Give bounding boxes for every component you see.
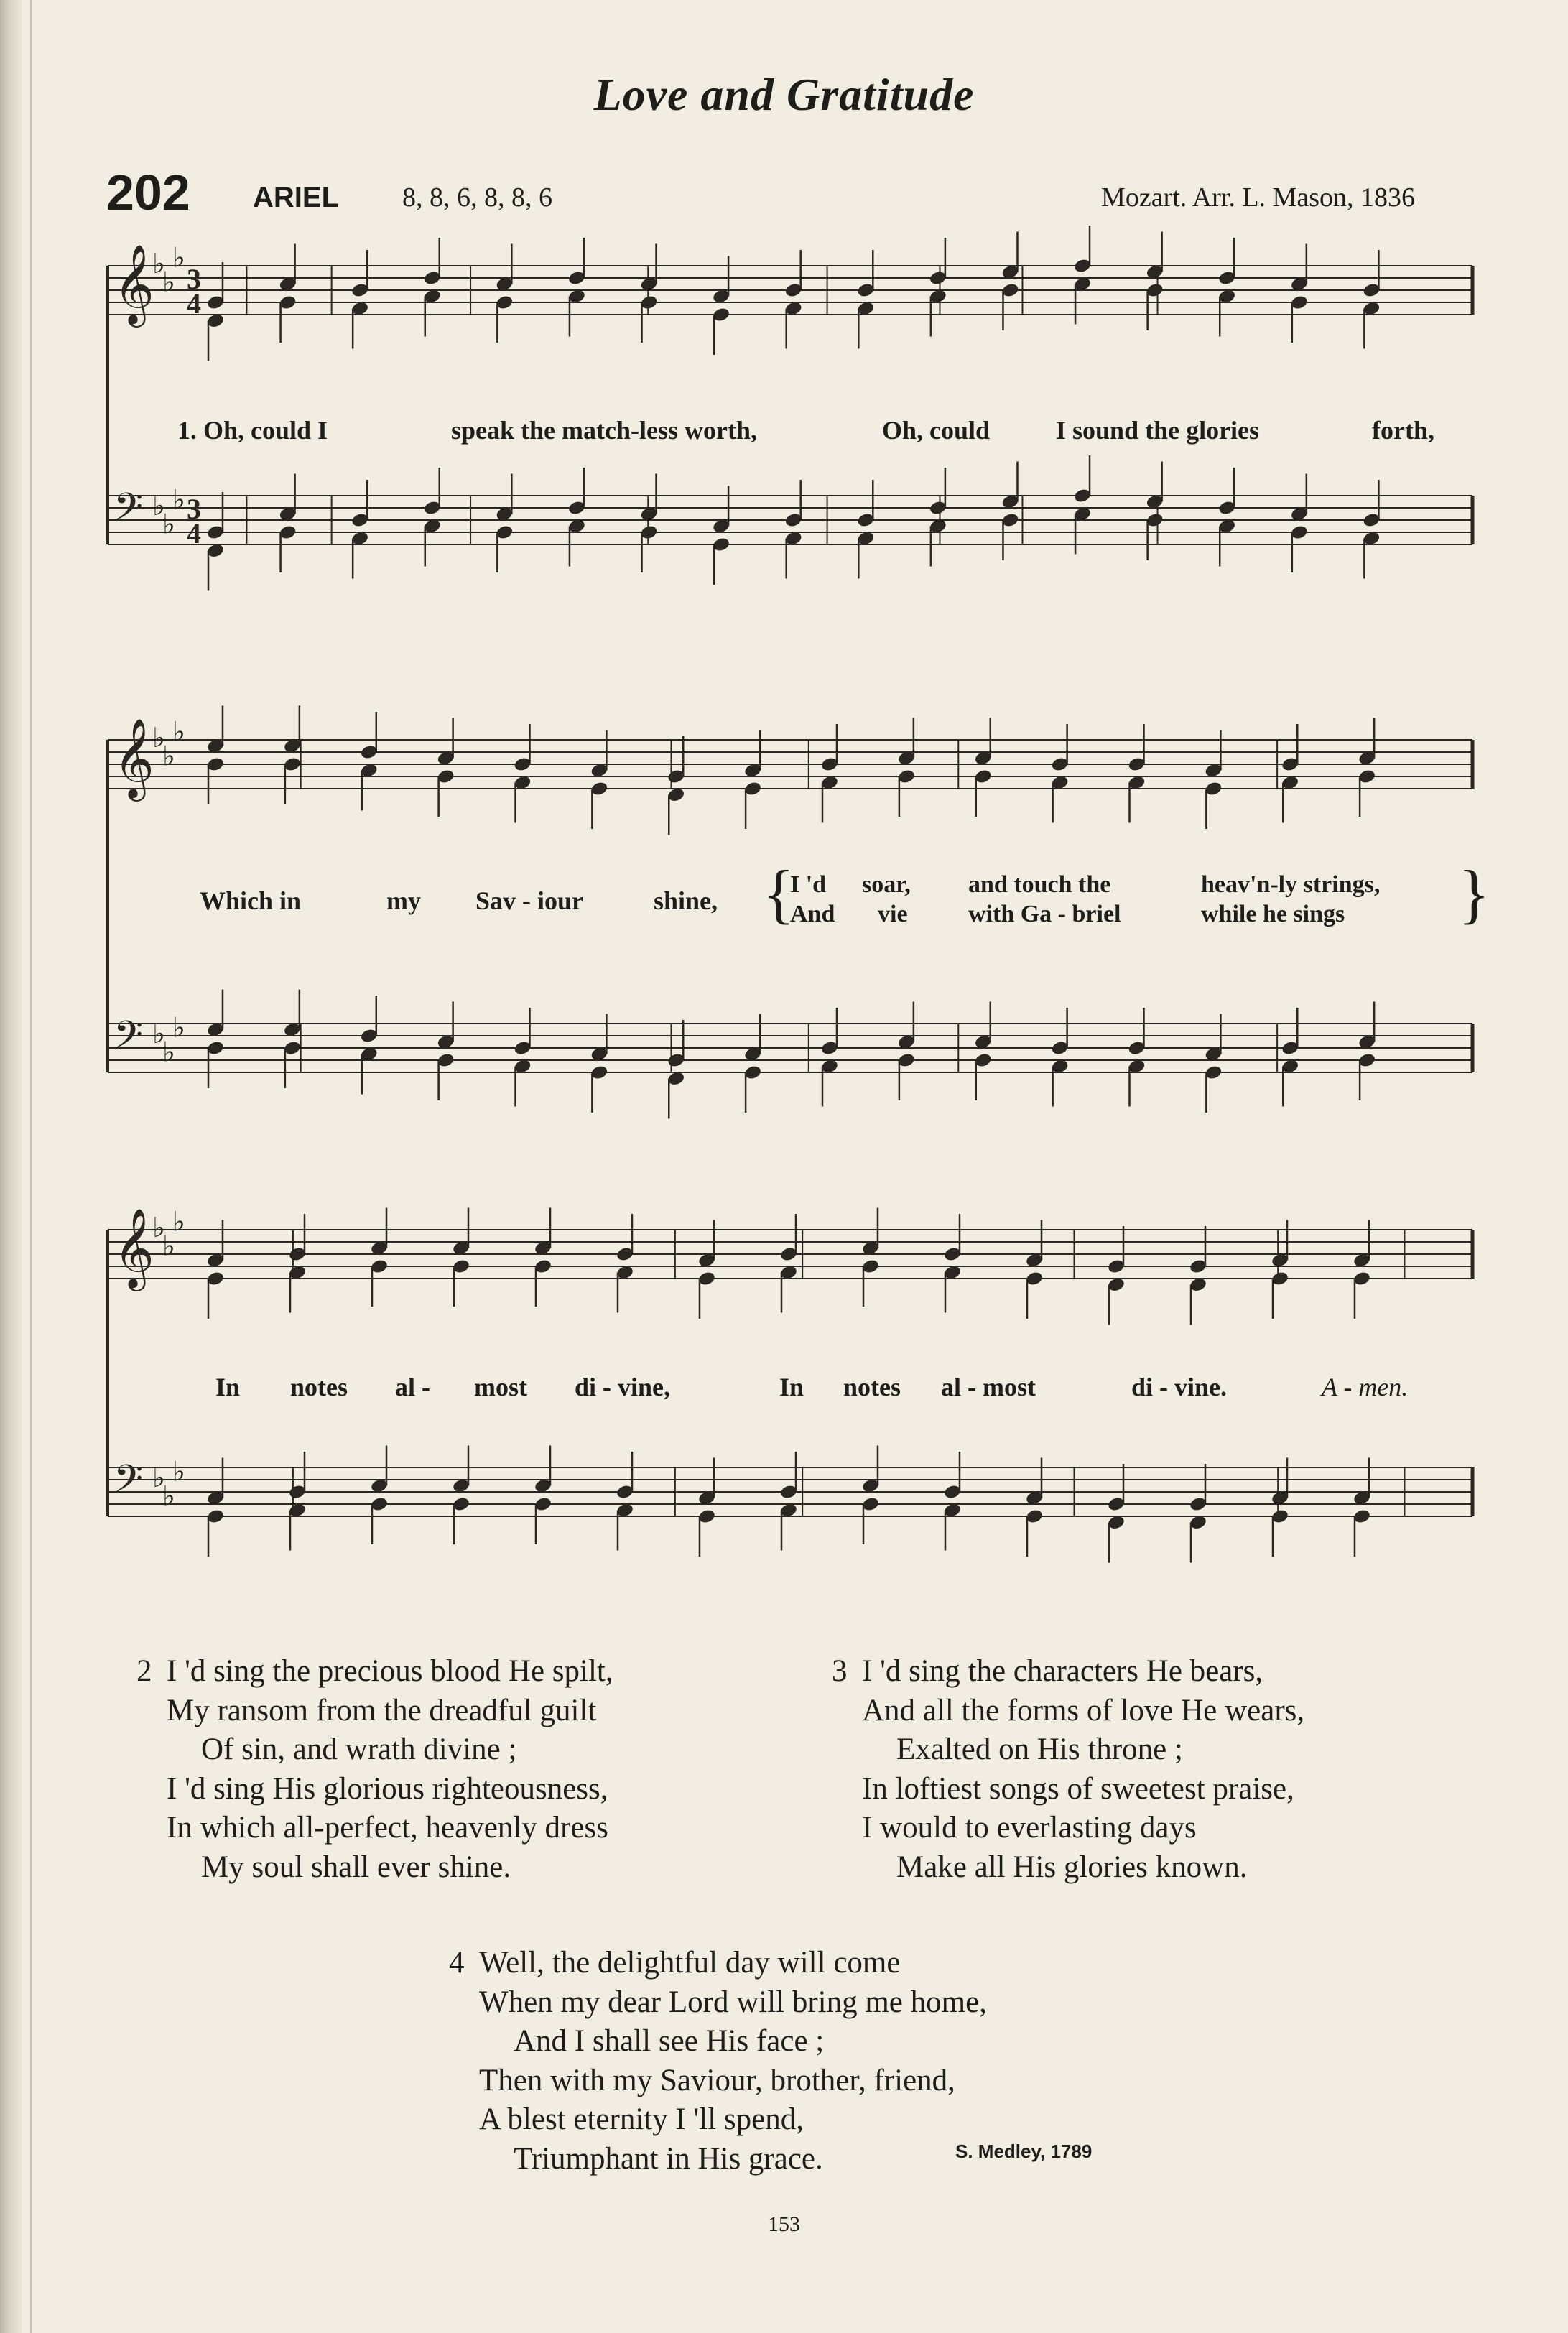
verse-4 <box>449 1944 987 2179</box>
flat-icon: ♭ <box>172 483 185 516</box>
lyric-s1-1: 1. Oh, could I <box>177 416 328 445</box>
lyric-s2-r1-3: and touch the <box>968 871 1111 898</box>
flat-icon: ♭ <box>162 740 175 772</box>
treble-clef-icon: 𝄞 <box>113 1207 154 1288</box>
verse-line: Then with my Saviour, brother, friend, <box>479 2063 955 2097</box>
tune-name: ARIEL <box>253 182 339 213</box>
lyric-s3-4: most <box>474 1373 527 1401</box>
time-signature: 4 <box>187 517 201 549</box>
lyric-s1-4: I sound the glories <box>1056 416 1260 445</box>
lyric-s2-r1-2: soar, <box>862 871 911 898</box>
verse-line: And I shall see His face ; <box>514 2024 825 2058</box>
composer-credit: Mozart. Arr. L. Mason, 1836 <box>1101 182 1415 213</box>
lyric-s2-r2-3: with Ga - briel <box>968 901 1121 927</box>
verse-3 <box>832 1652 1304 1887</box>
time-signature: 4 <box>187 287 201 320</box>
lyric-s2-3: Sav - iour <box>475 886 584 915</box>
bass-clef-icon: 𝄢 <box>113 486 144 539</box>
flat-icon: ♭ <box>152 1462 165 1493</box>
flat-icon: ♭ <box>152 490 165 521</box>
lyric-s3-7: notes <box>843 1373 901 1401</box>
verse-number: 2 <box>136 1654 152 1688</box>
lyric-s3-9: di - vine. <box>1131 1373 1228 1401</box>
lyric-s3-2: notes <box>290 1373 348 1401</box>
lyric-amen: A - men. <box>1322 1373 1409 1401</box>
lyric-s2-1: Which in <box>200 886 302 915</box>
flat-icon: ♭ <box>152 722 165 753</box>
verse-line: And all the forms of love He wears, <box>862 1693 1305 1727</box>
time-signature: 3 <box>187 493 201 525</box>
flat-icon: ♭ <box>162 508 175 540</box>
flat-icon: ♭ <box>162 1480 175 1512</box>
lyric-brace-left: { <box>763 857 795 930</box>
lyric-s3-6: In <box>779 1373 804 1401</box>
verse-number: 4 <box>449 1946 465 1980</box>
lyric-s3-5: di - vine, <box>575 1373 671 1401</box>
treble-clef-icon: 𝄞 <box>113 243 154 324</box>
verse-line: A blest eternity I 'll spend, <box>479 2102 804 2136</box>
lyric-s3-8: al - most <box>941 1373 1036 1401</box>
verse-line: In which all-perfect, heavenly dress <box>167 1811 608 1845</box>
hymn-author: S. Medley, 1789 <box>955 2140 1093 2162</box>
meter: 8, 8, 6, 8, 8, 6 <box>402 182 552 213</box>
verse-line: I would to everlasting days <box>862 1811 1197 1845</box>
lyric-s2-r2-1: And <box>790 901 835 927</box>
lyric-s2-4: shine, <box>654 886 718 915</box>
lyric-s1-2: speak the match-less worth, <box>451 416 757 445</box>
flat-icon: ♭ <box>172 1205 185 1238</box>
flat-icon: ♭ <box>152 1212 165 1243</box>
flat-icon: ♭ <box>152 1018 165 1049</box>
verse-line: When my dear Lord will bring me home, <box>479 1985 987 2019</box>
lyric-s2-r2-2: vie <box>878 901 908 927</box>
time-signature: 3 <box>187 263 201 295</box>
verse-line: In loftiest songs of sweetest praise, <box>862 1771 1294 1806</box>
verse-2 <box>136 1652 613 1887</box>
verse-line: I 'd sing the characters He bears, <box>862 1654 1263 1688</box>
bass-clef-icon: 𝄢 <box>113 1457 144 1511</box>
lyric-s2-r2-4: while he sings <box>1201 901 1345 927</box>
hymn-number: 202 <box>106 164 190 221</box>
flat-icon: ♭ <box>162 1230 175 1262</box>
page-title: Love and Gratitude <box>593 69 975 120</box>
lyric-s2-r1-4: heav'n-ly strings, <box>1201 871 1381 898</box>
verse-line: Of sin, and wrath divine ; <box>201 1733 517 1766</box>
verse-number: 3 <box>832 1654 848 1688</box>
verse-line: Triumphant in His grace. <box>514 2141 823 2176</box>
verse-line: I 'd sing His glorious righteousness, <box>167 1771 608 1806</box>
flat-icon: ♭ <box>172 241 185 274</box>
flat-icon: ♭ <box>172 1011 185 1044</box>
lyric-s2-2: my <box>386 886 421 915</box>
flat-icon: ♭ <box>162 266 175 298</box>
treble-clef-icon: 𝄞 <box>113 718 154 798</box>
page-number: 153 <box>768 2212 800 2236</box>
flat-icon: ♭ <box>152 248 165 279</box>
verse-line: Well, the delightful day will come <box>479 1946 901 1980</box>
bass-clef-icon: 𝄢 <box>113 1014 144 1067</box>
lyric-s2-r1-1: I 'd <box>790 871 827 898</box>
verse-line: I 'd sing the precious blood He spilt, <box>167 1654 613 1688</box>
verse-line: My ransom from the dreadful guilt <box>167 1693 597 1727</box>
verse-line: Exalted on His throne ; <box>896 1733 1183 1766</box>
lyric-brace-right: } <box>1458 857 1490 930</box>
verse-line: Make all His glories known. <box>896 1850 1248 1884</box>
verse-line: My soul shall ever shine. <box>201 1850 511 1884</box>
flat-icon: ♭ <box>172 715 185 748</box>
lyric-s1-3: Oh, could <box>882 416 991 445</box>
flat-icon: ♭ <box>162 1036 175 1068</box>
flat-icon: ♭ <box>172 1455 185 1488</box>
lyric-s1-5: forth, <box>1372 416 1434 445</box>
lyric-s3-3: al - <box>395 1373 430 1401</box>
lyric-s3-1: In <box>215 1373 241 1401</box>
